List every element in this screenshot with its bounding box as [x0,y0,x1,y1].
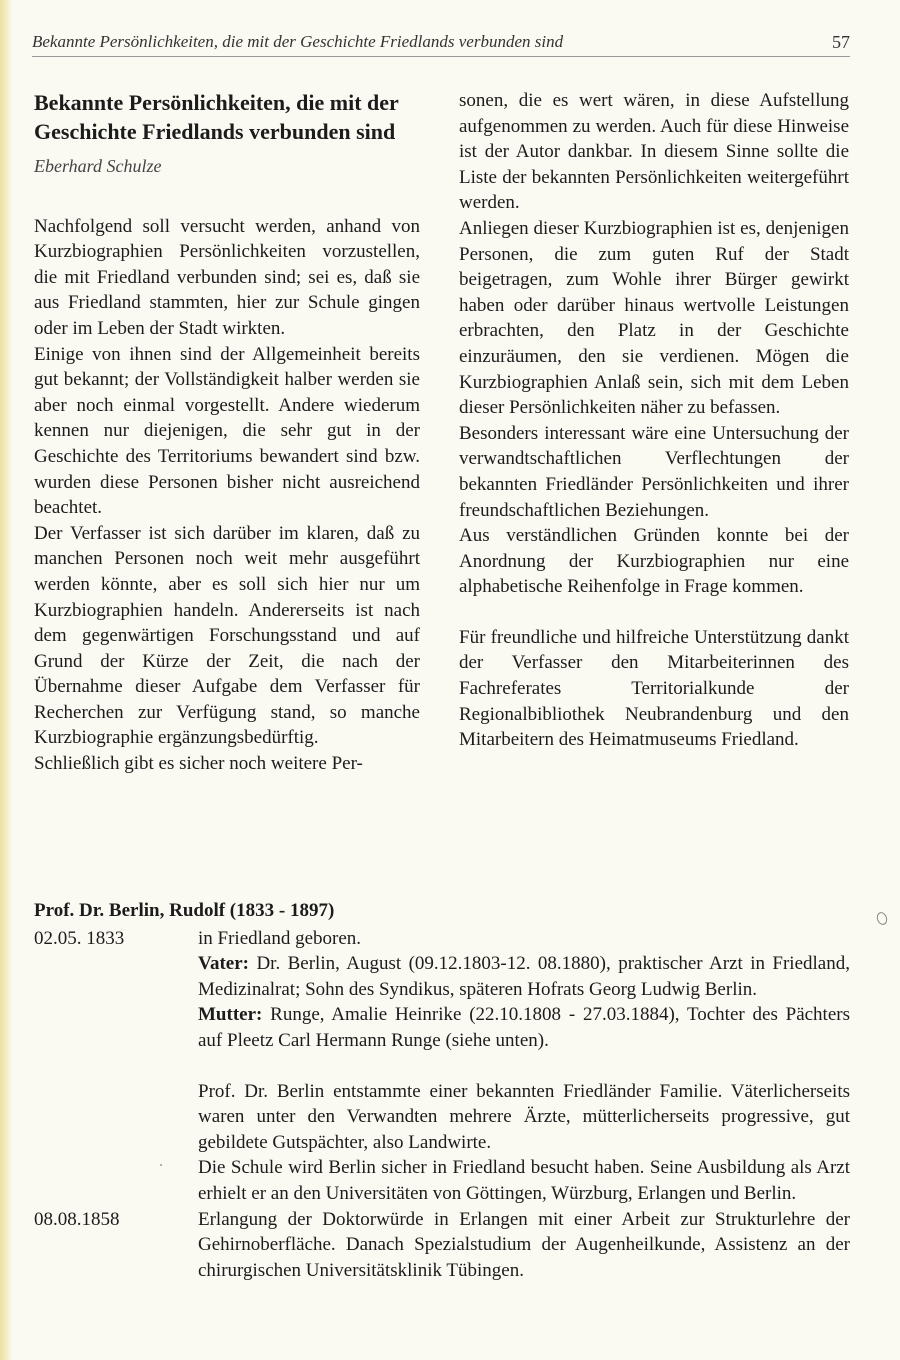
margin-pencil-mark [875,911,889,927]
timeline-date-empty [34,1079,198,1207]
paragraph: Besonders interessant wäre eine Untersuchung der verwandtschaftlichen Verflechtungen der bekannten Friedländer Persönlichkeiten und ihrer freundschaftlichen Beziehungen. [459,422,849,521]
paragraph: Nachfolgend soll versucht werden, anhand von Kurzbiographien Persönlichkeiten vorzustellen, die mit Friedland verbunden sind; sei es, daß sie aus Friedland stammten, hier zur Schule gingen oder im Leben der Stadt wirkten. [34,215,420,339]
birth-text: in Friedland geboren. [198,927,362,949]
timeline-text [198,1079,850,1207]
running-title: Bekannte Persönlichkeiten, die mit der Geschichte Friedlands verbunden sind [32,32,564,51]
biography-entry [34,898,850,1283]
entry-heading: Prof. Dr. Berlin, Rudolf (1833 - 1897) [34,900,335,921]
page-binding-edge [0,0,12,1360]
family-text: Prof. Dr. Berlin entstammte einer bekannten Friedländer Familie. Väterlicherseits waren unter den Verwandten mehrere Ärzte, mütterlicherseits progressive, gut gebildete Gutspächter, also Landwirte. [198,1080,850,1153]
timeline-text [198,926,850,1054]
father-label: Vater: [198,953,249,975]
doctor-text: Erlangung der Doktorwürde in Erlangen mit einer Arbeit zur Strukturlehre der Gehirnoberfläche. Danach Spezialstudium der Augenheilkunde, Assistenz an der chirurgischen Universitätsklinik Tübingen. [198,1208,850,1281]
timeline-row [34,926,850,1054]
mother-label: Mutter: [198,1004,263,1026]
paragraph: Der Verfasser ist sich darüber im klaren, daß zu manchen Personen noch weit mehr ausgeführt werden könnte, aber es soll sich hier nur um Kurzbiographien handeln. Andererseits ist nach dem gegenwärtigen Forschungsstand und auf Grund der Kürze der Zeit, die nach der Übernahme dieser Aufgabe dem Verfasser für Recherchen zur Verfügung stand, so manche Kurzbiographie ergänzungsbedürftig. [34,522,420,749]
school-text: Die Schule wird Berlin sicher in Friedland besucht haben. Seine Ausbildung als Arzt erhielt er an den Universitäten von Göttingen, Würzburg, Erlangen und Berlin. [198,1157,850,1204]
running-header [32,30,850,57]
paragraph: Schließlich gibt es sicher noch weitere Per- [34,753,363,775]
timeline-row [34,1079,850,1207]
article-author: Eberhard Schulze [34,156,162,176]
paragraph: Anliegen dieser Kurzbiographien ist es, denjenigen Personen, die zum guten Ruf der Stadt beigetragen, zum Wohle ihrer Bürger gewirkt haben oder darüber hinaus wertvolle Leistungen erbrachten, den Platz in der Geschichte einzuräumen, den sie verdienen. Mögen die Kurzbiographien Anlaß sein, sich mit dem Leben dieser Persönlichkeiten näher zu befassen. [459,217,849,419]
timeline-text [198,1207,850,1284]
article-title: Bekannte Persönlichkeiten, die mit der Geschichte Friedlands verbunden sind [34,90,399,144]
left-column [34,88,420,777]
timeline-date: 02.05. 1833 [34,927,125,949]
page-number: 57 [832,32,850,52]
paragraph: sonen, die es wert wären, in diese Aufstellung aufgenommen zu werden. Auch für diese Hinweise ist der Autor dankbar. In diesem Sinne sollte die Liste der bekannten Persönlichkeiten weitergeführt werden. [459,90,849,214]
timeline-date: 08.08.1858 [34,1208,120,1230]
paragraph: Einige von ihnen sind der Allgemeinheit bereits gut bekannt; der Vollständigkeit halber werden sie aber noch einmal vorgestellt. Andere wiederum kennen nur diejenigen, die sehr gut in der Geschichte des Territoriums bewandert sind bzw. wurden diese Personen bisher nicht ausreichend beachtet. [34,343,420,519]
timeline-row [34,1207,850,1284]
paragraph: Aus verständlichen Gründen konnte bei der Anordnung der Kurzbiographien nur eine alphabetische Reihenfolge in Frage kommen. [459,525,849,598]
mother-line [198,1002,850,1053]
margin-dot [160,1164,162,1166]
mother-text: Runge, Amalie Heinrike (22.10.1808 - 27.03.1884), Tochter des Pächters auf Pleetz Carl Hermann Runge (siehe unten). [198,1004,850,1051]
father-text: Dr. Berlin, August (09.12.1803-12. 08.1880), praktischer Arzt in Friedland, Medizinalrat; Sohn des Syndikus, späteren Hofrats Georg Ludwig Berlin. [198,953,850,1000]
acknowledgement-paragraph: Für freundliche und hilfreiche Unterstützung dankt der Verfasser den Mitarbeiterinnen des Fachreferates Territorialkunde der Regionalbibliothek Neubrandenburg und den Mitarbeitern des Heimatmuseums Friedland. [459,626,849,751]
father-line [198,951,850,1002]
right-column [459,88,849,753]
